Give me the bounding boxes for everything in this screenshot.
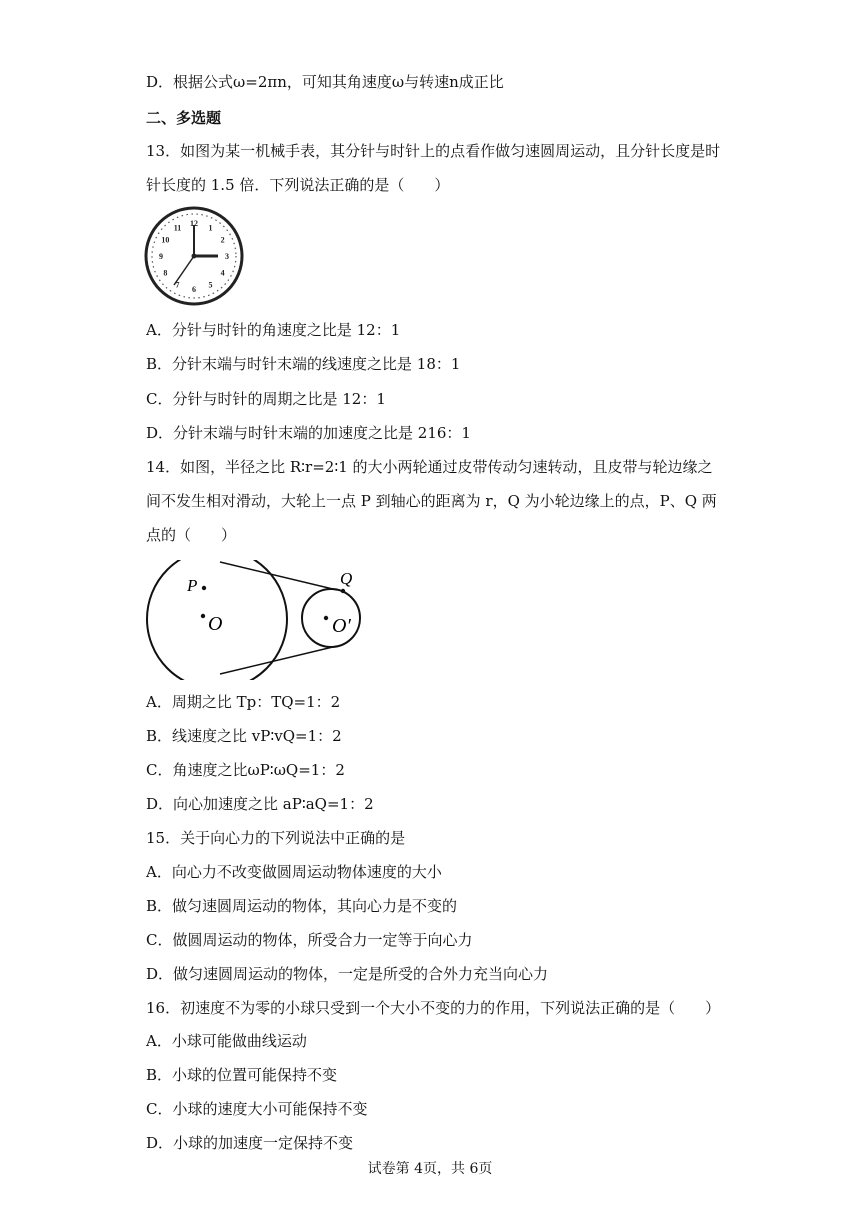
clock-numeral-11: 11: [173, 223, 182, 233]
label-p: P: [187, 576, 198, 595]
label-o: O: [208, 613, 223, 635]
clock-numeral-1: 1: [208, 223, 213, 233]
question-14-line-2: 间不发生相对滑动，大轮上一点 P 到轴心的距离为 r，Q 为小轮边缘上的点，P、Q 两: [146, 492, 717, 510]
clock-numeral-12: 12: [190, 219, 198, 228]
clock-numeral-3: 3: [225, 252, 229, 261]
option-d-q14: D．向心加速度之比 aP∶aQ=1：2: [146, 795, 374, 813]
question-14-line-1: 14．如图，半径之比 R∶r=2∶1 的大小两轮通过皮带传动匀速转动，且皮带与轮边缘之: [146, 458, 713, 476]
question-13-line-1: 13．如图为某一机械手表，其分针与时针上的点看作做匀速圆周运动，且分针长度是时: [146, 142, 721, 160]
clock-numeral-2: 2: [220, 235, 225, 245]
clock-numeral-4: 4: [220, 268, 225, 278]
option-c-q13: C．分针与时针的周期之比是 12：1: [146, 390, 386, 408]
section-title-multiple-choice: 二、多选题: [146, 109, 222, 127]
label-q: Q: [340, 569, 353, 588]
point-q-dot: [341, 589, 345, 593]
clock-numeral-8: 8: [163, 268, 168, 278]
option-c-q16: C．小球的速度大小可能保持不变: [146, 1100, 368, 1118]
option-d-q16: D．小球的加速度一定保持不变: [146, 1134, 354, 1152]
clock-numeral-9: 9: [159, 252, 163, 261]
clock-numeral-6: 6: [192, 285, 196, 294]
option-a-q15: A．向心力不改变做圆周运动物体速度的大小: [146, 863, 442, 881]
option-a-q13: A．分针与时针的角速度之比是 12：1: [146, 321, 401, 339]
question-16: 16．初速度不为零的小球只受到一个大小不变的力的作用，下列说法正确的是（ ）: [146, 999, 721, 1017]
option-d-q12: D．根据公式ω=2πn，可知其角速度ω与转速n成正比: [146, 73, 504, 91]
option-c-q15: C．做圆周运动的物体，所受合力一定等于向心力: [146, 931, 473, 949]
option-d-q15: D．做匀速圆周运动的物体，一定是所受的合外力充当向心力: [146, 965, 549, 983]
belt-bottom: [220, 646, 337, 674]
label-o-prime: O′: [332, 615, 351, 637]
option-d-q13: D．分针末端与时针末端的加速度之比是 216：1: [146, 424, 471, 442]
option-b-q15: B．做匀速圆周运动的物体，其向心力是不变的: [146, 897, 458, 915]
option-a-q16: A．小球可能做曲线运动: [146, 1032, 307, 1050]
option-c-q14: C．角速度之比ωP∶ωQ=1：2: [146, 761, 345, 779]
point-p-dot: [202, 586, 206, 590]
axis-o-dot: [201, 614, 205, 618]
belt-wheels-figure: [140, 560, 370, 680]
option-b-q14: B．线速度之比 vP∶vQ=1：2: [146, 727, 342, 745]
small-wheel: [302, 589, 360, 647]
option-a-q14: A．周期之比 Tp：TQ=1：2: [146, 693, 341, 711]
clock-numeral-10: 10: [161, 235, 170, 245]
axis-o2-dot: [324, 616, 328, 620]
clock-numeral-5: 5: [208, 280, 213, 290]
option-b-q16: B．小球的位置可能保持不变: [146, 1066, 338, 1084]
question-14-line-3: 点的（ ）: [146, 526, 237, 544]
clock-figure: [143, 205, 245, 307]
question-15: 15．关于向心力的下列说法中正确的是: [146, 829, 406, 847]
page-footer: 试卷第 4页，共 6页: [367, 1161, 493, 1177]
option-b-q13: B．分针末端与时针末端的线速度之比是 18：1: [146, 355, 461, 373]
question-13-line-2: 针长度的 1.5 倍．下列说法正确的是（ ）: [146, 176, 450, 194]
clock-numeral-7: 7: [175, 280, 180, 290]
clock-center: [192, 254, 197, 259]
